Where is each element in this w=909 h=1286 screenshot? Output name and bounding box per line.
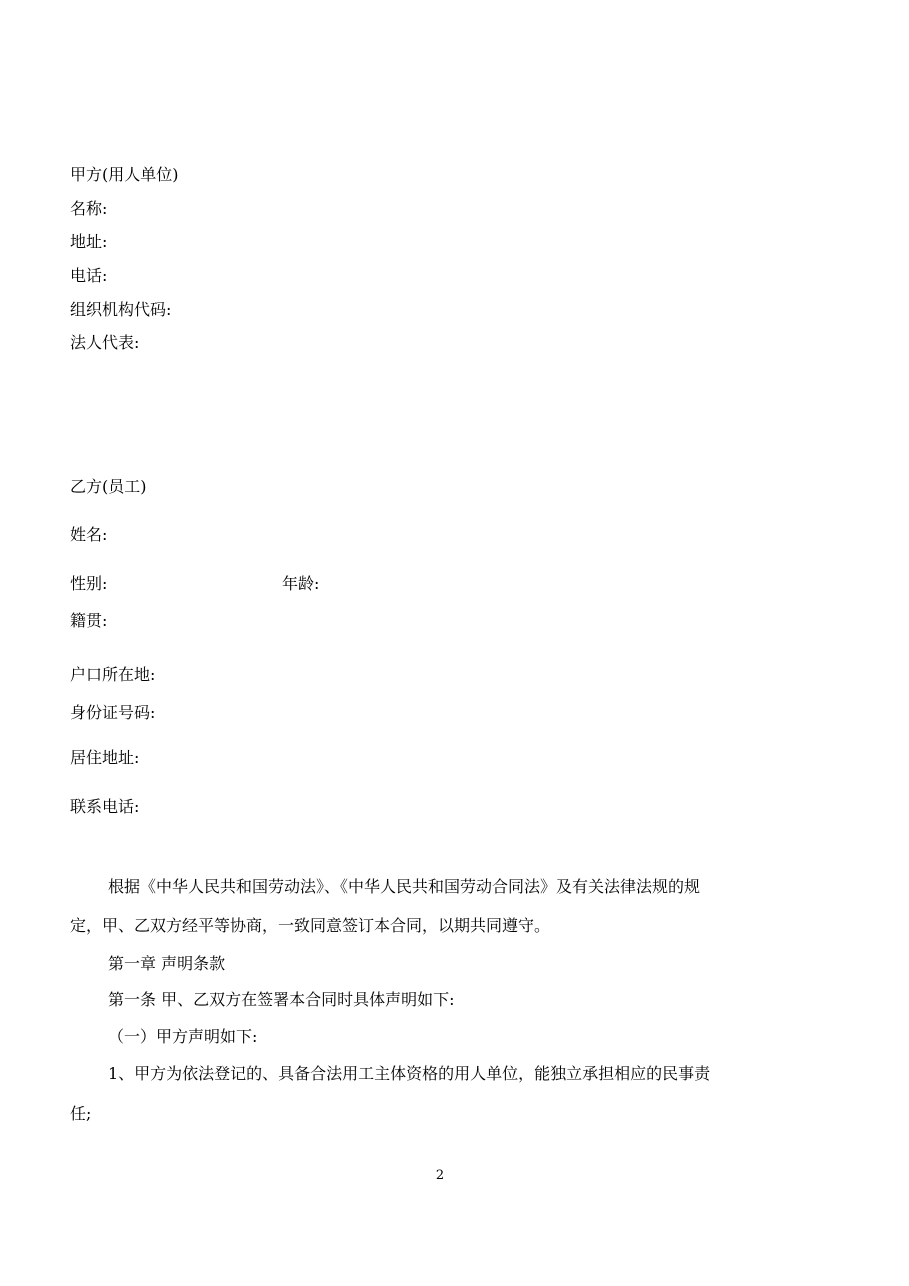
article-1: 第一条 甲、乙双方在签署本合同时具体声明如下: xyxy=(108,990,455,1009)
party-b-contact-label: 联系电话: xyxy=(70,797,140,816)
party-a-heading: 甲方(用人单位) xyxy=(70,165,179,184)
item-1-line-2: 任; xyxy=(70,1104,92,1123)
party-a-name-label: 名称: xyxy=(70,199,108,218)
party-b-name-label: 姓名: xyxy=(70,525,108,544)
party-b-heading: 乙方(员工) xyxy=(70,477,147,496)
chapter-1-heading: 第一章 声明条款 xyxy=(108,954,226,973)
preamble-line-1: 根据《中华人民共和国劳动法》、《中华人民共和国劳动合同法》及有关法律法规的规 xyxy=(108,877,701,896)
party-a-address-label: 地址: xyxy=(70,232,108,251)
section-a-heading: （一）甲方声明如下: xyxy=(108,1027,258,1046)
party-b-native-place-label: 籍贯: xyxy=(70,611,108,630)
party-a-org-code-label: 组织机构代码: xyxy=(70,300,172,319)
preamble-line-2: 定，甲、乙双方经平等协商，一致同意签订本合同，以期共同遵守。 xyxy=(70,916,551,935)
party-b-gender-label: 性别: xyxy=(70,574,108,593)
party-b-age-label: 年龄: xyxy=(282,574,320,593)
party-b-residence-label: 居住地址: xyxy=(70,748,140,767)
party-a-legal-rep-label: 法人代表: xyxy=(70,333,140,352)
party-a-phone-label: 电话: xyxy=(70,266,108,285)
page-number: 2 xyxy=(435,1168,445,1183)
party-b-id-label: 身份证号码: xyxy=(70,703,156,722)
item-1-line-1: 1、甲方为依法登记的、具备合法用工主体资格的用人单位，能独立承担相应的民事责 xyxy=(108,1064,711,1083)
party-b-household-label: 户口所在地: xyxy=(70,665,156,684)
